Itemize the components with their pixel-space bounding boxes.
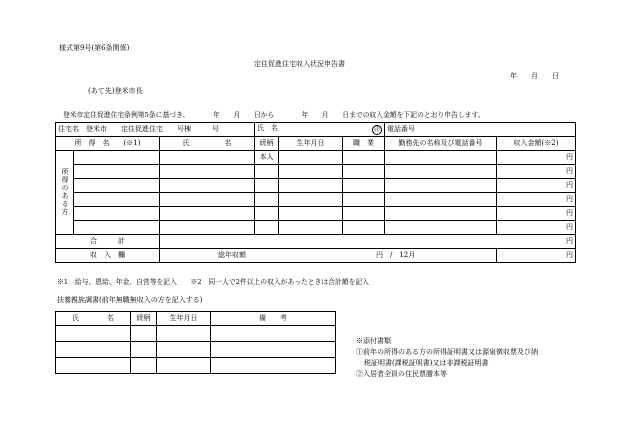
income-table	[55, 122, 576, 263]
birthdate-cell[interactable]	[279, 221, 343, 235]
income-type-cell[interactable]	[74, 165, 160, 179]
name-cell[interactable]: 氏 名 印	[255, 123, 385, 137]
total-label: 合 計	[56, 235, 160, 249]
attachments-title: ※添付書類	[356, 337, 391, 345]
dep-header-relation: 続柄	[131, 312, 157, 326]
header-occupation: 職 業	[343, 137, 385, 151]
relation-cell[interactable]	[255, 179, 279, 193]
name-input-cell[interactable]	[160, 151, 255, 165]
header-relation: 続柄	[255, 137, 279, 151]
dep-header-birthdate: 生年月日	[157, 312, 211, 326]
total-amount[interactable]: 円	[160, 235, 576, 249]
header-name: 氏 名	[160, 137, 255, 151]
header-income-amount: 収入金額(※2)	[497, 137, 576, 151]
amount-cell[interactable]: 円	[497, 165, 576, 179]
attachment-item-1b: 税証明書(課税証明書)又は非課税証明書	[364, 359, 489, 367]
form-number: 様式第9号(第6条関係)	[59, 44, 130, 52]
employer-cell[interactable]	[385, 165, 497, 179]
amount-cell[interactable]: 円	[497, 151, 576, 165]
relation-cell[interactable]	[255, 207, 279, 221]
side-label-cell: 所得のある方	[56, 151, 74, 235]
name-input-cell[interactable]	[160, 179, 255, 193]
employer-cell[interactable]	[385, 193, 497, 207]
dep-cell[interactable]	[56, 342, 131, 358]
name-input-cell[interactable]	[160, 165, 255, 179]
dep-cell[interactable]	[131, 326, 157, 342]
dep-header-name: 氏 名	[56, 312, 131, 326]
amount-cell[interactable]: 円	[497, 193, 576, 207]
amount-cell[interactable]: 円	[497, 207, 576, 221]
dep-cell[interactable]	[131, 358, 157, 374]
occupation-cell[interactable]	[343, 165, 385, 179]
birthdate-cell[interactable]	[279, 207, 343, 221]
header-employer: 勤務先の名称及び電話番号	[385, 137, 497, 151]
income-type-cell[interactable]	[74, 221, 160, 235]
relation-self: 本人	[255, 151, 279, 165]
occupation-cell[interactable]	[343, 193, 385, 207]
relation-cell[interactable]	[255, 165, 279, 179]
dep-cell[interactable]	[131, 342, 157, 358]
phone-cell[interactable]: 電話番号	[385, 123, 576, 137]
form-title: 定住促進住宅収入状況申告書	[254, 60, 345, 68]
income-label: 収 入 欄	[56, 249, 160, 263]
annual-income-cell[interactable]: 総年収額 円 / 12月	[160, 249, 497, 263]
footnotes: ※1 給与、恩給、年金、自営等を記入 ※2 同一人で2件以上の収入があったときは合計額を記入	[57, 278, 369, 286]
income-type-cell[interactable]	[74, 179, 160, 193]
income-type-cell[interactable]	[74, 193, 160, 207]
employer-cell[interactable]	[385, 179, 497, 193]
header-income-type: 所 得 名 (※1)	[56, 137, 160, 151]
income-type-cell[interactable]	[74, 151, 160, 165]
dep-header-remarks: 備 考	[211, 312, 336, 326]
relation-cell[interactable]	[255, 221, 279, 235]
intro-text: 登米市定住促進住宅条例第5条に基づき、 年 月 日から 年 月 日までの収入金額を下記のとおり申告します。	[63, 111, 485, 119]
amount-cell[interactable]: 円	[497, 221, 576, 235]
income-type-cell[interactable]	[74, 207, 160, 221]
birthdate-cell[interactable]	[279, 151, 343, 165]
relation-cell[interactable]	[255, 193, 279, 207]
dep-cell[interactable]	[211, 358, 336, 374]
date-line: 年 月 日	[510, 72, 559, 80]
dep-cell[interactable]	[56, 326, 131, 342]
addressee: (あて先)登米市長	[88, 87, 143, 95]
birthdate-cell[interactable]	[279, 179, 343, 193]
occupation-cell[interactable]	[343, 179, 385, 193]
name-input-cell[interactable]	[160, 193, 255, 207]
amount-cell[interactable]: 円	[497, 179, 576, 193]
name-input-cell[interactable]	[160, 221, 255, 235]
dep-cell[interactable]	[157, 358, 211, 374]
name-input-cell[interactable]	[160, 207, 255, 221]
dep-cell[interactable]	[157, 326, 211, 342]
employer-cell[interactable]	[385, 221, 497, 235]
header-birthdate: 生年月日	[279, 137, 343, 151]
dep-cell[interactable]	[157, 342, 211, 358]
monthly-income-amount[interactable]: 円	[497, 249, 576, 263]
address-cell[interactable]: 住宅名 登米市 定住促進住宅 号棟 号	[56, 123, 255, 137]
birthdate-cell[interactable]	[279, 193, 343, 207]
dep-cell[interactable]	[211, 326, 336, 342]
dependents-table	[55, 311, 336, 374]
employer-cell[interactable]	[385, 151, 497, 165]
occupation-cell[interactable]	[343, 151, 385, 165]
dependents-title: 扶養親族調書(前年無職無収入の方を記入する)	[57, 296, 203, 304]
attachment-item-2: ②入居者全員の住民票謄本等	[356, 370, 447, 378]
occupation-cell[interactable]	[343, 207, 385, 221]
seal-mark: 印	[372, 125, 382, 135]
occupation-cell[interactable]	[343, 221, 385, 235]
dep-cell[interactable]	[211, 342, 336, 358]
dep-cell[interactable]	[56, 358, 131, 374]
employer-cell[interactable]	[385, 207, 497, 221]
birthdate-cell[interactable]	[279, 165, 343, 179]
attachment-item-1a: ①前年の所得のある方の所得証明書又は源泉徴収票及び納	[356, 348, 538, 356]
